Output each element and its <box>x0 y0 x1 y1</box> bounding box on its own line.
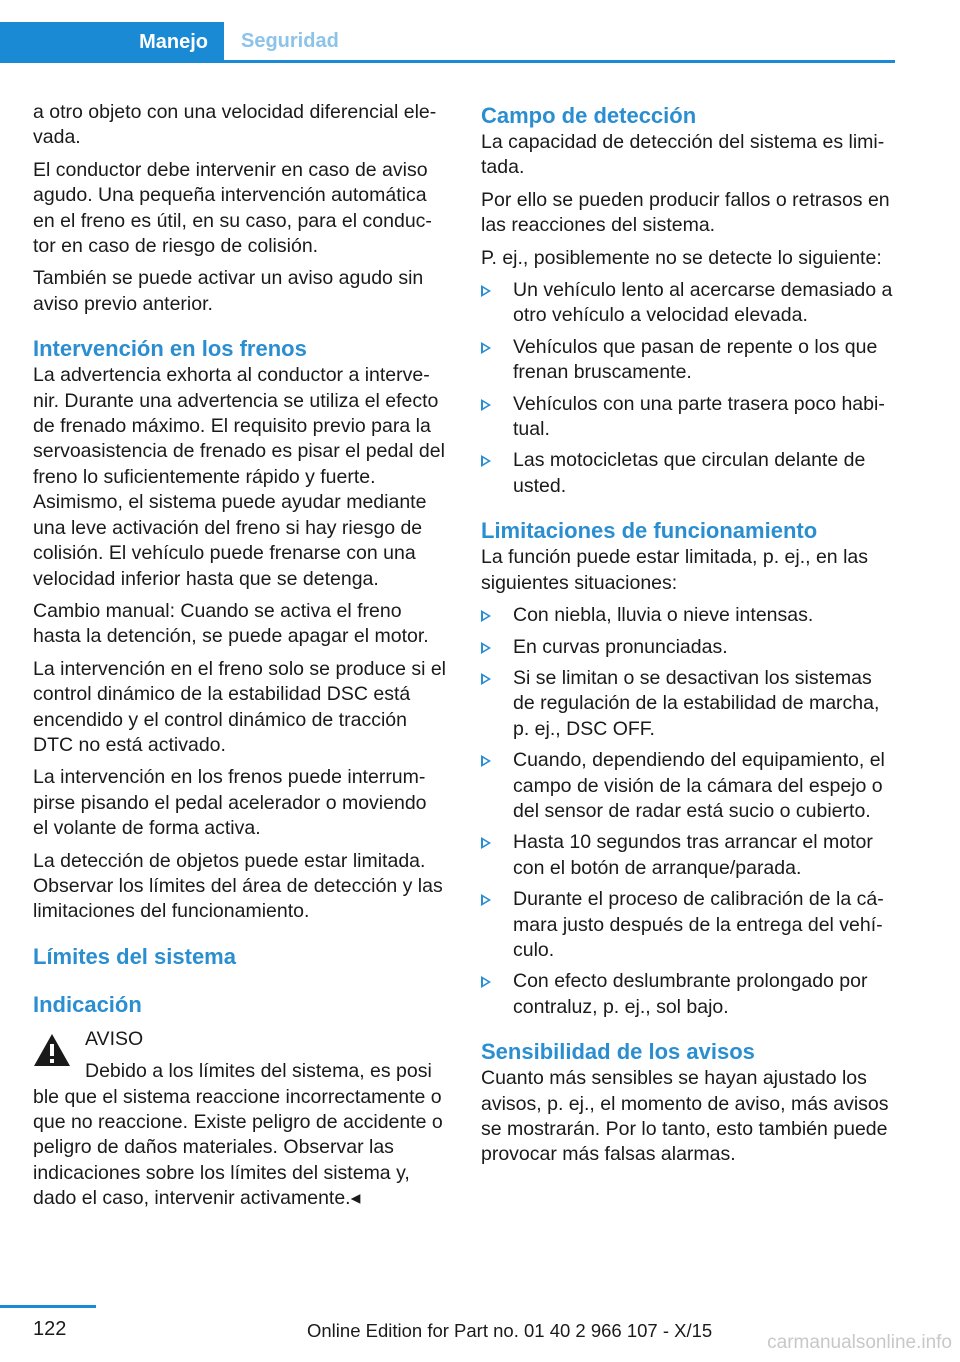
list-item: Con niebla, lluvia o nieve intensas. <box>481 603 897 628</box>
paragraph: Por ello se pueden producir fallos o retrasos en las reacciones del sistema. <box>481 188 890 237</box>
heading-limites-sistema: Límites del sistema <box>33 943 236 969</box>
left-column <box>33 100 447 1212</box>
heading-sensibilidad-avisos: Sensibilidad de los avisos <box>481 1039 755 1065</box>
list-item: Si se limitan o se desactivan los sistemas de regulación de la estabilidad de marcha, p. ej., DSC OFF. <box>481 666 897 742</box>
tab-seguridad[interactable]: Seguridad <box>241 29 339 52</box>
paragraph: a otro objeto con una velocidad diferencial elevada. <box>33 101 437 149</box>
triangle-bullet-icon <box>481 285 491 297</box>
list-item: Las motocicletas que circulan delante de usted. <box>481 448 897 499</box>
heading-campo-deteccion: Campo de detección <box>481 103 697 128</box>
paragraph: La función puede estar limitada, p. ej., en las siguientes situaciones: <box>481 546 868 594</box>
paragraph: La intervención en los frenos puede interrumpirse pisando el pedal acelerador o moviendo el volante de forma activa. <box>33 766 427 840</box>
watermark: carmanualsonline.info <box>767 1332 952 1353</box>
warning-block <box>33 1027 447 1085</box>
paragraph: La advertencia exhorta al conductor a intervenir. Durante una advertencia se utiliza el efecto de frenado máximo. El requisito previo para la servoasistencia de frenado es pisar el pedal del freno lo suficientemente rápido y fuerte. Asimismo, el sistema puede ayudar mediante una leve activación del freno si hay riesgo de colisión. El vehículo puede frenarse con una velocidad inferior hasta que se detenga. <box>33 364 445 590</box>
header-rule <box>0 60 895 63</box>
warning-title: AVISO <box>85 1027 144 1050</box>
triangle-bullet-icon <box>481 610 491 622</box>
paragraph: La capacidad de detección del sistema es limitada. <box>481 131 885 179</box>
triangle-bullet-icon <box>481 976 491 988</box>
right-column <box>481 100 897 1175</box>
page-number: 122 <box>33 1318 67 1340</box>
triangle-bullet-icon <box>481 642 491 654</box>
warning-triangle-icon <box>33 1033 71 1067</box>
list-item: Vehículos que pasan de repente o los que frenan bruscamente. <box>481 335 897 386</box>
triangle-bullet-icon <box>481 455 491 467</box>
heading-intervencion-frenos: Intervención en los frenos <box>33 336 307 362</box>
warning-text-first-line: Debido a los límites del sistema, es posi <box>85 1060 432 1083</box>
tab-manejo[interactable]: Manejo <box>0 22 224 63</box>
bullet-list-limitaciones <box>481 603 897 1020</box>
list-item: Cuando, dependiendo del equipamiento, el campo de visión de la cámara del espejo o del sensor de radar está sucio o cubierto. <box>481 748 897 824</box>
list-item: Un vehículo lento al acercarse demasiado a otro vehículo a velocidad elevada. <box>481 278 897 329</box>
triangle-bullet-icon <box>481 399 491 411</box>
list-item: Hasta 10 segundos tras arrancar el motor con el botón de arranque/parada. <box>481 830 897 881</box>
triangle-bullet-icon <box>481 755 491 767</box>
footer-rule <box>0 1305 96 1308</box>
paragraph: La intervención en el freno solo se produce si el control dinámico de la estabilidad DSC está encendido y el control dinámico de tracción DTC no está activado. <box>33 657 447 756</box>
paragraph: El conductor debe intervenir en caso de aviso agudo. Una pequeña intervención automática en el freno es útil, en su caso, para el conductor en caso de riesgo de colisión. <box>33 158 432 258</box>
triangle-bullet-icon <box>481 673 491 685</box>
edition-note: Online Edition for Part no. 01 40 2 966 107 - X/15 <box>307 1320 713 1341</box>
list-item: Vehículos con una parte trasera poco habitual. <box>481 392 897 443</box>
list-item: Con efecto deslumbrante prolongado por contraluz, p. ej., sol bajo. <box>481 969 897 1020</box>
bullet-list-deteccion <box>481 278 897 499</box>
paragraph: También se puede activar un aviso agudo sin aviso previo anterior. <box>33 267 424 315</box>
page-header <box>0 0 895 64</box>
triangle-bullet-icon <box>481 342 491 354</box>
paragraph: Cambio manual: Cuando se activa el freno hasta la detención, se puede apagar el motor. <box>33 599 429 648</box>
list-item: En curvas pronunciadas. <box>481 635 897 660</box>
warning-text: ble que el sistema reaccione incorrectamente o que no reaccione. Existe peligro de accidente o peligro de daños materiales. Observar las indicaciones sobre los límites del sistema y, dado el caso, intervenir activamente.◂ <box>33 1085 443 1210</box>
heading-indicacion: Indicación <box>33 991 142 1017</box>
paragraph: La detección de objetos puede estar limitada. Observar los límites del área de detección y las limitaciones del funcionamiento. <box>33 849 443 923</box>
heading-limitaciones-funcionamiento: Limitaciones de funcionamiento <box>481 518 818 544</box>
list-item: Durante el proceso de calibración de la cámara justo después de la entrega del vehículo. <box>481 887 897 963</box>
paragraph: Cuanto más sensibles se hayan ajustado los avisos, p. ej., el momento de aviso, más avisos se mostrarán. Por lo tanto, esto también puede provocar más falsas alarmas. <box>481 1067 889 1166</box>
paragraph: P. ej., posiblemente no se detecte lo siguiente: <box>481 246 882 269</box>
triangle-bullet-icon <box>481 894 491 906</box>
triangle-bullet-icon <box>481 837 491 849</box>
